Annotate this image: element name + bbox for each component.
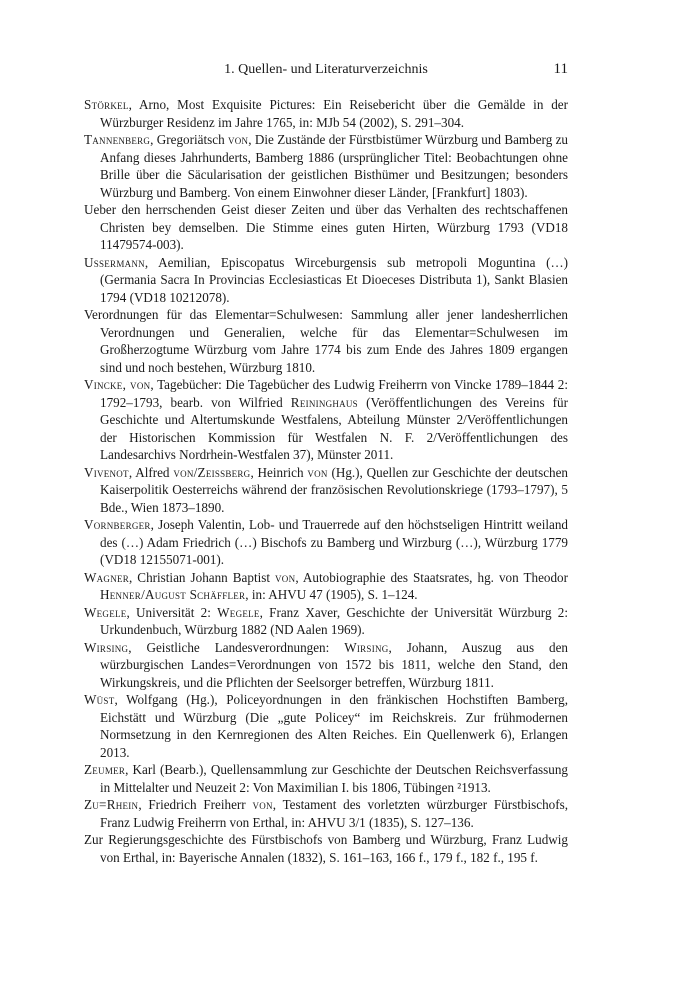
entry-text: Ueber den herrschenden Geist dieser Zeiten und über das Verhalten des rechtschaffenen Christen bey demselben. Die Stimme eines guten Hirten, Würzburg 1793 (VD18 11479574-003).: [84, 202, 568, 252]
author-name: von: [307, 464, 328, 480]
entry-text: (Veröffentlichungen des Vereins für Geschichte und Altertumskunde Westfalens, Abteilung Münster 2/Veröffentlichungen der Historischen Kommission für Westfalen N. F. 2/Veröffentlichungen des Landesarchivs Nordrhein-Westfalen 37), Münster 2011.: [100, 394, 568, 462]
entry-text: , Christian Johann Baptist: [128, 569, 276, 585]
author-name: Zeumer: [84, 762, 126, 777]
author-name: von: [252, 797, 273, 812]
entry-text: , Tagebücher: Die Tagebücher des Ludwig Freiherrn von Vincke 1789–1844 2: 1792–1793, bearb. von Wilfried: [100, 377, 568, 410]
bibliography-entry: [84, 201, 568, 254]
author-name: Tannenberg: [84, 132, 151, 147]
bibliography-entry: [84, 516, 568, 569]
author-name: Vincke, von: [84, 377, 151, 392]
bibliography-entry: [84, 604, 568, 639]
author-name: Wirsing: [344, 639, 389, 655]
author-name: Henner/August Schäffler: [100, 587, 246, 602]
author-name: Vornberger: [84, 517, 151, 532]
entry-text: , in: AHVU 47 (1905), S. 1–124.: [245, 587, 418, 602]
bibliography-entry: [84, 376, 568, 464]
bibliography-entry: [84, 254, 568, 307]
entry-text: , Wolfgang (Hg.), Policeyordnungen in den fränkischen Hochstiften Bamberg, Eichstätt und Würzburg (Die „gute Policey“ im Reichskreis. Zur frühmodernen Normsetzung in den Kernregionen des Alten Reiches. Ein Quellenwerk 6), Erlangen 2013.: [100, 692, 568, 760]
bibliography-entry: [84, 831, 568, 866]
bibliography-entry: [84, 96, 568, 131]
entry-text: , Universität 2:: [126, 604, 218, 620]
entry-text: , Aemilian, Episcopatus Wirceburgensis sub metropoli Moguntina (…) (Germania Sacra In Provincias Ecclesiasticas Et Dioeceses Distributa 1), Sankt Blasien 1794 (VD18 10212078).: [100, 254, 568, 305]
entry-text: , Geistliche Landesverordnungen:: [128, 639, 345, 655]
entry-text: , Franz Xaver, Geschichte der Universität Würzburg 2: Urkundenbuch, Würzburg 1882 (ND Aalen 1969).: [100, 604, 568, 637]
author-name: Wegele: [84, 604, 127, 620]
running-title: 1. Quellen- und Literaturverzeichnis: [224, 62, 428, 77]
author-name: Vivenot: [84, 464, 129, 480]
bibliography-list: [84, 96, 568, 866]
bibliography-entry: [84, 761, 568, 796]
author-name: von: [227, 132, 249, 147]
author-name: Wirsing: [84, 639, 129, 655]
entry-text: , Arno, Most Exquisite Pictures: Ein Reisebericht über die Gemälde in der Würzburger Residenz im Jahre 1765, in: MJb 54 (2002), S. 291–304.: [100, 97, 568, 130]
entry-text: (Hg.), Quellen zur Geschichte der deutschen Kaiserpolitik Oesterreichs während der französischen Revolutionskriege (1793–1797), 5 Bde., Wien 1873–1890.: [100, 464, 568, 515]
author-name: Störkel: [84, 97, 129, 112]
bibliography-entry: [84, 569, 568, 604]
author-name: Wagner: [84, 569, 129, 585]
bibliography-entry: [84, 639, 568, 692]
entry-text: , Heinrich: [250, 464, 308, 480]
author-name: von/Zeissberg: [173, 464, 251, 480]
bibliography-entry: [84, 464, 568, 517]
entry-text: , Johann, Auszug aus den würzburgischen Landes=Verordnungen von 1572 bis 1811, welche den Stand, den Wirkungskreis, und die Pflichten der Seelsorger betreffen, Würzburg 1811.: [100, 639, 568, 690]
entry-text: , Alfred: [128, 464, 174, 480]
entry-text: , Joseph Valentin, Lob- und Trauerrede auf den höchstseligen Hintritt weiland des (…) Adam Friedrich (…) Bischofs zu Bamberg und Wirzburg (…), Würzburg 1779 (VD18 12155071-001).: [100, 517, 568, 567]
author-name: Zu=Rhein: [84, 797, 139, 812]
author-name: Wüst: [84, 692, 115, 707]
bibliography-entry: [84, 131, 568, 201]
entry-text: , Autobiographie des Staatsrates, hg. von Theodor: [295, 569, 568, 585]
entry-text: Zur Regierungsgeschichte des Fürstbischofs von Bamberg und Würzburg, Franz Ludwig von Erthal, in: Bayerische Annalen (1832), S. 161–163, 166 f., 179 f., 182 f., 195 f.: [84, 832, 568, 865]
author-name: von: [275, 569, 296, 585]
author-name: Ussermann: [84, 254, 145, 270]
entry-text: , Gregoriätsch: [150, 132, 228, 147]
entry-text: , Die Zustände der Fürstbistümer Würzburg und Bamberg zu Anfang dieses Jahrhunderts, Bamberg 1886 (ursprünglicher Titel: Beobachtungen ohne Brille über die Säcularisation der geistlichen Bisthümer und Besitzungen; besonders Würzburg und Bamberg. Von einem Einwohner dieser Länder, [Frankfurt] 1803).: [100, 132, 568, 200]
bibliography-entry: [84, 691, 568, 761]
entry-text: , Friedrich Freiherr: [138, 797, 253, 812]
author-name: Reininghaus: [290, 394, 358, 410]
page-header: [84, 62, 568, 82]
author-name: Wegele: [217, 604, 260, 620]
entry-text: Verordnungen für das Elementar=Schulwesen: Sammlung aller jener landesherrlichen Verordnungen und Generalien, welche für das Elementar=Schulwesen im Großherzogtume Würzburg vom Jahre 1774 bis zum Ende des Jahres 1809 ergangen sind und noch bestehen, Würzburg 1810.: [84, 307, 568, 375]
bibliography-entry: [84, 306, 568, 376]
entry-text: , Testament des vorletzten würzburger Fürstbischofs, Franz Ludwig Freiherrn von Erthal, in: AHVU 3/1 (1835), S. 127–136.: [100, 797, 568, 830]
entry-text: , Karl (Bearb.), Quellensammlung zur Geschichte der Deutschen Reichsverfassung in Mittelalter und Neuzeit 2: Von Maximilian I. bis 1806, Tübingen ²1913.: [100, 762, 568, 795]
bibliography-entry: [84, 796, 568, 831]
page-number: 11: [553, 61, 568, 77]
